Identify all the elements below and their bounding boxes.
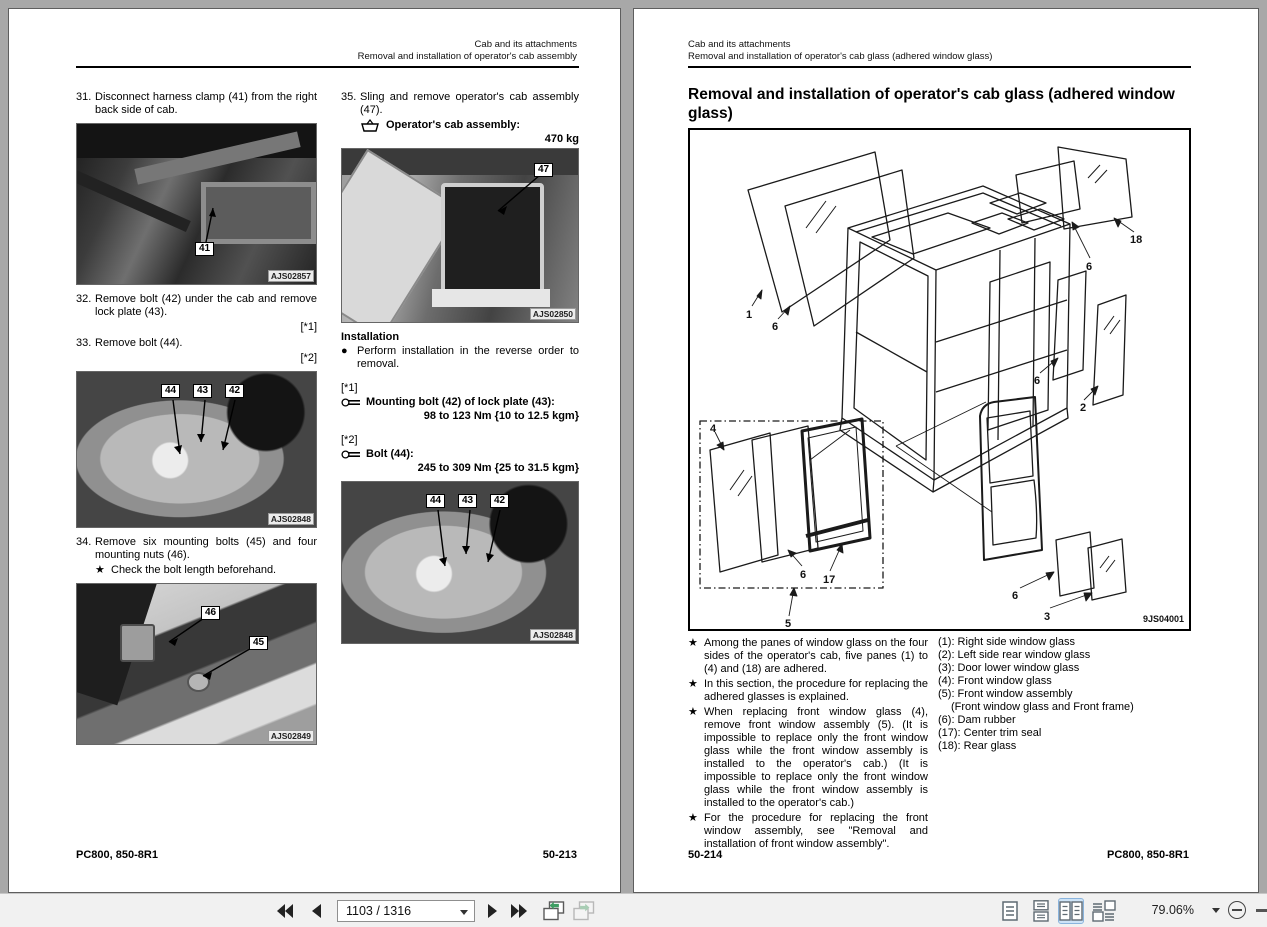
step-text: Remove bolt (44).: [95, 337, 183, 349]
assembly-weight: 470 kg: [544, 133, 579, 145]
part-label-4: 4: [710, 423, 717, 435]
footnote-1-block: [341, 382, 579, 423]
torque-label: Mounting bolt (42) of lock plate (43):: [366, 396, 555, 408]
manual-page-right: [633, 8, 1259, 893]
next-view-button[interactable]: [571, 898, 597, 924]
star-icon: ★: [95, 564, 105, 576]
footnote-ref-2: [*2]: [300, 352, 317, 364]
next-page-icon: [487, 904, 498, 918]
torque-wrench-icon: [341, 397, 361, 408]
torque-value: 98 to 123 Nm {10 to 12.5 kgm}: [423, 410, 579, 422]
star-icon: ★: [688, 706, 698, 718]
manual-page-left: [8, 8, 621, 893]
facing-pages-icon: [1059, 901, 1083, 921]
legend-item: (3): Door lower window glass: [938, 662, 1080, 674]
figure-code: 9JS04001: [1142, 614, 1184, 624]
part-label-2: 2: [1080, 402, 1087, 414]
step-number: 33.: [76, 337, 92, 349]
photo-label: 44: [161, 384, 180, 398]
header-line1: Cab and its attachments: [688, 39, 791, 50]
single-page-icon: [1001, 901, 1019, 921]
torque-wrench-icon: [341, 449, 361, 460]
first-page-button[interactable]: [272, 898, 298, 924]
previous-view-icon: [543, 901, 565, 921]
continuous-facing-view-button[interactable]: [1092, 899, 1116, 923]
photo-label: 42: [490, 494, 509, 508]
installation-heading: Installation: [341, 331, 400, 343]
note-item: ★ In this section, the procedure for replacing the adhered glasses is explained.: [688, 678, 928, 703]
legend-item: (2): Left side rear window glass: [938, 649, 1091, 661]
header-line2: Removal and installation of operator's cab glass (adhered window glass): [688, 50, 993, 62]
step-text: Remove bolt (42) under the cab and remove lock plate (43).: [95, 293, 317, 318]
part-label-6: 6: [1012, 590, 1019, 602]
footnote-ref-1: [*1]: [300, 321, 317, 333]
header-line1: Cab and its attachments: [474, 39, 577, 50]
page-header: [358, 39, 577, 62]
part-label-18: 18: [1130, 234, 1143, 246]
photo-code: AJS02850: [530, 308, 576, 320]
next-page-button[interactable]: [479, 898, 505, 924]
part-label-6: 6: [1034, 375, 1041, 387]
step-number: 32.: [76, 293, 92, 305]
photo-code: AJS02849: [268, 730, 314, 742]
photo-label: 43: [458, 494, 477, 508]
step-35: [341, 91, 579, 117]
header-line2: Removal and installation of operator's cab assembly: [357, 50, 577, 62]
legend-item-continuation: (Front window glass and Front frame): [951, 701, 1134, 713]
legend-item: (6): Dam rubber: [938, 714, 1016, 726]
zoom-level-value[interactable]: 79.06%: [1151, 903, 1194, 917]
legend-item: (17): Center trim seal: [938, 727, 1042, 739]
last-page-icon: [510, 904, 528, 918]
step-31: [76, 91, 317, 117]
photo-code: AJS02848: [530, 629, 576, 641]
footnote-2-block: [341, 434, 579, 475]
page-header: [688, 39, 992, 62]
part-label-1: 1: [746, 309, 753, 321]
photo-label: 42: [225, 384, 244, 398]
previous-view-button[interactable]: [541, 898, 567, 924]
part-label-6: 6: [1086, 261, 1093, 273]
photo-lock-plate: [76, 371, 317, 528]
header-rule: [688, 66, 1191, 68]
photo-label: 43: [193, 384, 212, 398]
sling-label: Operator's cab assembly:: [386, 119, 521, 131]
last-page-button[interactable]: [506, 898, 532, 924]
continuous-view-button[interactable]: [1029, 899, 1053, 923]
combo-dropdown-icon: [460, 910, 468, 915]
legend-item: (18): Rear glass: [938, 740, 1017, 752]
single-page-view-button[interactable]: [998, 899, 1022, 923]
step-number: 34.: [76, 536, 92, 548]
legend-item: (4): Front window glass: [938, 675, 1052, 687]
photo-cab-sling: [341, 148, 579, 323]
continuous-page-icon: [1032, 900, 1050, 922]
footer-model: PC800, 850-8R1: [1107, 849, 1189, 861]
cab-glass-diagram: [688, 128, 1191, 631]
installation-bullet: ● Perform installation in the reverse order to removal.: [341, 345, 579, 370]
photo-code: AJS02857: [268, 270, 314, 282]
part-label-6: 6: [800, 569, 807, 581]
right-column: [341, 91, 579, 652]
next-view-icon: [573, 901, 595, 921]
photo-label: 45: [249, 636, 268, 650]
header-rule: [76, 66, 579, 68]
step-34-note: ★ Check the bolt length beforehand.: [95, 564, 277, 576]
note-item: ★ When replacing front window glass (4), remove front window assembly (5). (It is impossible to replace only the front window glass while the front window assembly is installed to the operator's cab.) (It is impossible to replace only the front window glass while the front window assembly is installed to the operator's cab.): [688, 706, 928, 809]
sling-spec: [360, 119, 579, 132]
previous-page-button[interactable]: [303, 898, 329, 924]
part-label-5: 5: [785, 618, 792, 629]
step-text: Disconnect harness clamp (41) from the right back side of cab.: [95, 91, 317, 116]
zoom-dropdown-icon[interactable]: [1212, 908, 1220, 913]
continuous-facing-icon: [1092, 900, 1116, 922]
star-icon: ★: [688, 812, 698, 824]
photo-label: 44: [426, 494, 445, 508]
photo-label: 47: [534, 163, 553, 177]
footnote-ref-2: [*2]: [341, 434, 358, 446]
part-label-17: 17: [823, 574, 836, 586]
page-number-value: 1103 / 1316: [346, 904, 412, 918]
sling-icon: [360, 119, 380, 132]
zoom-slider[interactable]: [1256, 909, 1267, 912]
diagram-notes: [688, 636, 928, 853]
torque-value: 245 to 309 Nm {25 to 31.5 kgm}: [417, 462, 579, 474]
legend-item: (5): Front window assembly: [938, 688, 1073, 700]
photo-harness-clamp: [76, 123, 317, 285]
star-icon: ★: [688, 637, 698, 649]
note-item: ★ For the procedure for replacing the front window assembly, see "Removal and installation of front window assembly".: [688, 812, 928, 850]
legend-item: (1): Right side window glass: [938, 636, 1075, 648]
step-number: 35.: [341, 91, 357, 103]
photo-label: 41: [195, 242, 214, 256]
exploded-view-drawing: [690, 130, 1189, 629]
footnote-ref-1: [*1]: [341, 382, 358, 394]
step-34: [76, 536, 317, 562]
photo-mounting-bolts: [76, 583, 317, 745]
step-33: [76, 337, 317, 350]
step-text: Sling and remove operator's cab assembly (47).: [360, 91, 579, 116]
step-text: Remove six mounting bolts (45) and four mounting nuts (46).: [95, 536, 317, 561]
part-label-6: 6: [772, 321, 779, 333]
parts-legend: [938, 636, 1191, 753]
photo-lock-plate-2: [341, 481, 579, 644]
note-item: ★ Among the panes of window glass on the four sides of the operator's cab, five panes (1) to (4) and (18) are adhered.: [688, 637, 928, 675]
previous-page-icon: [311, 904, 322, 918]
section-title: Removal and installation of operator's cab glass (adhered window glass): [688, 86, 1175, 122]
facing-pages-view-button[interactable]: [1059, 899, 1083, 923]
step-32: [76, 293, 317, 319]
footer-model: PC800, 850-8R1: [76, 849, 158, 861]
page-number-combobox[interactable]: [337, 900, 475, 922]
photo-label: 46: [201, 606, 220, 620]
first-page-icon: [276, 904, 294, 918]
photo-code: AJS02848: [268, 513, 314, 525]
footer-page-number: 50-214: [688, 849, 723, 861]
torque-label: Bolt (44):: [366, 448, 414, 460]
left-column: [76, 91, 317, 753]
star-icon: ★: [688, 678, 698, 690]
pdf-toolbar: [0, 893, 1267, 927]
zoom-out-button[interactable]: [1228, 901, 1246, 919]
part-label-3: 3: [1044, 611, 1051, 623]
step-number: 31.: [76, 91, 92, 103]
bullet-icon: ●: [341, 345, 348, 357]
footer-page-number: 50-213: [542, 849, 577, 861]
